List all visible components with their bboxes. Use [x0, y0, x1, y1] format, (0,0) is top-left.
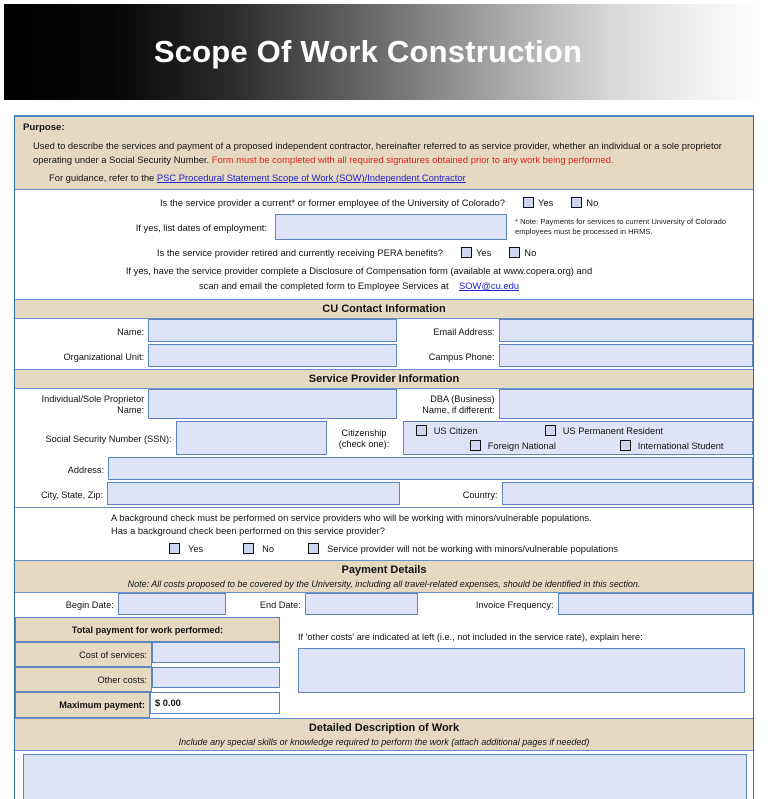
other-costs-explain-label: If 'other costs' are indicated at left (i.e., not included in the service rate), explain here: — [298, 632, 643, 642]
city-state-zip-row — [15, 482, 753, 507]
end-date-label: End Date: — [226, 593, 305, 617]
pera-instruction-row-2 — [15, 278, 753, 293]
service-provider-header: Service Provider Information — [15, 369, 753, 389]
country-input[interactable] — [502, 482, 753, 505]
dba-name-label — [397, 389, 499, 421]
description-area-wrap — [15, 751, 753, 799]
individual-name-label — [15, 389, 148, 421]
pera-question-row — [15, 242, 753, 260]
individual-name-label-line1: Individual/Sole Proprietor — [41, 394, 145, 404]
payment-amounts-left — [15, 617, 280, 718]
cu-contact-row-1 — [15, 319, 753, 344]
sow-email-link[interactable]: SOW@cu.edu — [458, 280, 520, 291]
cu-org-input[interactable] — [148, 344, 397, 367]
employee-question-row — [15, 195, 753, 210]
background-check-options — [165, 543, 753, 554]
pera-question-label: Is the service provider retired and currently receiving PERA benefits? — [156, 247, 443, 258]
background-no-checkbox[interactable] — [243, 543, 254, 554]
individual-name-label-line2: Name: — [117, 405, 145, 415]
employment-dates-input[interactable] — [275, 214, 507, 240]
foreign-national-label: Foreign National — [487, 440, 556, 451]
cost-of-services-label: Cost of services: — [15, 642, 152, 667]
foreign-national-checkbox[interactable] — [470, 440, 481, 451]
purpose-body-text: Used to describe the services and payment of a proposed independent contractor, hereinafter referred to as service provider, whether an individual or a sole proprietor operating under a Social Security Number. — [33, 140, 722, 165]
country-label: Country: — [400, 482, 502, 507]
purpose-body — [33, 139, 745, 166]
employee-yes-checkbox[interactable] — [523, 197, 534, 208]
other-costs-explain-input[interactable] — [298, 648, 745, 693]
pera-no-label: No — [524, 247, 537, 258]
hrms-note: * Note: Payments for services to current University of Colorado employees must be processed in HRMS. — [515, 217, 727, 236]
page-title: Scope Of Work Construction — [153, 34, 583, 69]
cu-contact-row-2 — [15, 344, 753, 369]
psc-procedural-statement-link[interactable]: PSC Procedural Statement Scope of Work (SOW)/Independent Contractor — [156, 172, 466, 183]
background-check-line1: A background check must be performed on service providers who will be working with minors/vulnerable populations. — [111, 513, 592, 523]
us-permanent-resident-checkbox[interactable] — [545, 425, 556, 436]
international-student-label: International Student — [637, 440, 724, 451]
background-check-line2: Has a background check been performed on this service provider? — [111, 526, 385, 536]
guidance-line — [49, 172, 745, 183]
other-costs-input[interactable] — [152, 667, 280, 688]
pera-no-checkbox[interactable] — [509, 247, 520, 258]
background-check-block — [15, 507, 753, 560]
employee-no-checkbox[interactable] — [571, 197, 582, 208]
eligibility-section — [15, 189, 753, 299]
payment-explain-block — [280, 617, 753, 718]
ssn-citizenship-row — [15, 421, 753, 457]
background-no-label: No — [262, 543, 275, 554]
address-input[interactable] — [108, 457, 753, 480]
employee-no-label: No — [586, 197, 599, 208]
cu-email-input[interactable] — [499, 319, 753, 342]
background-not-applicable-checkbox[interactable] — [308, 543, 319, 554]
employment-dates-row — [15, 210, 753, 242]
end-date-input[interactable] — [305, 593, 418, 615]
begin-date-input[interactable] — [118, 593, 226, 615]
sow-form — [14, 115, 754, 799]
description-subtitle: Include any special skills or knowledge required to perform the work (attach additional pages if needed) — [15, 737, 753, 751]
cu-phone-input[interactable] — [499, 344, 753, 367]
purpose-heading: Purpose: — [23, 122, 65, 133]
maximum-payment-label: Maximum payment: — [15, 692, 150, 718]
guidance-prefix: For guidance, refer to the — [49, 172, 157, 183]
page-banner — [0, 0, 768, 103]
description-textarea[interactable] — [23, 754, 747, 799]
pera-instruction-row-1 — [15, 260, 753, 278]
employee-yes-label: Yes — [538, 197, 554, 208]
cu-phone-label: Campus Phone: — [397, 344, 499, 369]
cu-contact-header: CU Contact Information — [15, 299, 753, 319]
background-not-applicable-label: Service provider will not be working with minors/vulnerable populations — [327, 543, 618, 554]
provider-name-row — [15, 389, 753, 421]
purpose-body-warning: Form must be completed with all required signatures obtained prior to any work being performed. — [211, 153, 614, 165]
pera-yes-label: Yes — [476, 247, 492, 258]
us-permanent-resident-label: US Permanent Resident — [562, 425, 663, 436]
other-costs-label: Other costs: — [15, 667, 152, 692]
us-citizen-label: US Citizen — [433, 425, 478, 436]
purpose-section — [15, 117, 753, 189]
ssn-input[interactable] — [176, 421, 328, 455]
payment-details-header: Payment Details — [15, 560, 753, 579]
csz-input[interactable] — [107, 482, 400, 505]
dba-name-label-line2: Name, if different: — [422, 405, 495, 415]
payment-details-note: Note: All costs proposed to be covered by the University, including all travel-related expenses, should be identified in this section. — [15, 579, 753, 593]
pera-yes-checkbox[interactable] — [461, 247, 472, 258]
cu-org-label: Organizational Unit: — [15, 344, 148, 369]
us-citizen-checkbox[interactable] — [416, 425, 427, 436]
background-yes-checkbox[interactable] — [169, 543, 180, 554]
citizenship-options-group — [403, 421, 753, 455]
citizenship-label — [327, 421, 402, 457]
csz-label: City, State, Zip: — [15, 482, 107, 507]
invoice-frequency-input[interactable] — [558, 593, 754, 615]
total-payment-label: Total payment for work performed: — [15, 617, 280, 642]
begin-date-label: Begin Date: — [15, 593, 118, 617]
address-label: Address: — [15, 457, 108, 482]
description-header: Detailed Description of Work — [15, 718, 753, 737]
payment-amounts-row — [15, 617, 753, 718]
ssn-label: Social Security Number (SSN): — [15, 421, 176, 457]
maximum-payment-value: $ 0.00 — [150, 692, 280, 714]
pera-instruction-line1: If yes, have the service provider complete a Disclosure of Compensation form (available at www.copera.org) and — [125, 265, 593, 276]
international-student-checkbox[interactable] — [620, 440, 631, 451]
cu-name-label: Name: — [15, 319, 148, 344]
pera-instruction-line2 — [15, 280, 703, 291]
address-row — [15, 457, 753, 482]
payment-dates-row — [15, 593, 753, 617]
employment-dates-label: If yes, list dates of employment: — [135, 222, 267, 233]
citizenship-label-line1: Citizenship — [341, 428, 387, 438]
cost-of-services-input[interactable] — [152, 642, 280, 663]
banner-gradient — [4, 4, 762, 100]
background-yes-label: Yes — [188, 543, 204, 554]
individual-name-input[interactable] — [148, 389, 397, 419]
employee-question-label: Is the service provider a current* or former employee of the University of Colorado? — [160, 197, 505, 208]
invoice-frequency-label: Invoice Frequency: — [418, 593, 558, 617]
dba-name-input[interactable] — [499, 389, 753, 419]
dba-name-label-line1: DBA (Business) — [430, 394, 495, 404]
cu-email-label: Email Address: — [397, 319, 499, 344]
citizenship-label-line2: (check one): — [338, 439, 390, 449]
pera-instruction-text2: scan and email the completed form to Employee Services at — [198, 280, 449, 291]
cu-name-input[interactable] — [148, 319, 397, 342]
